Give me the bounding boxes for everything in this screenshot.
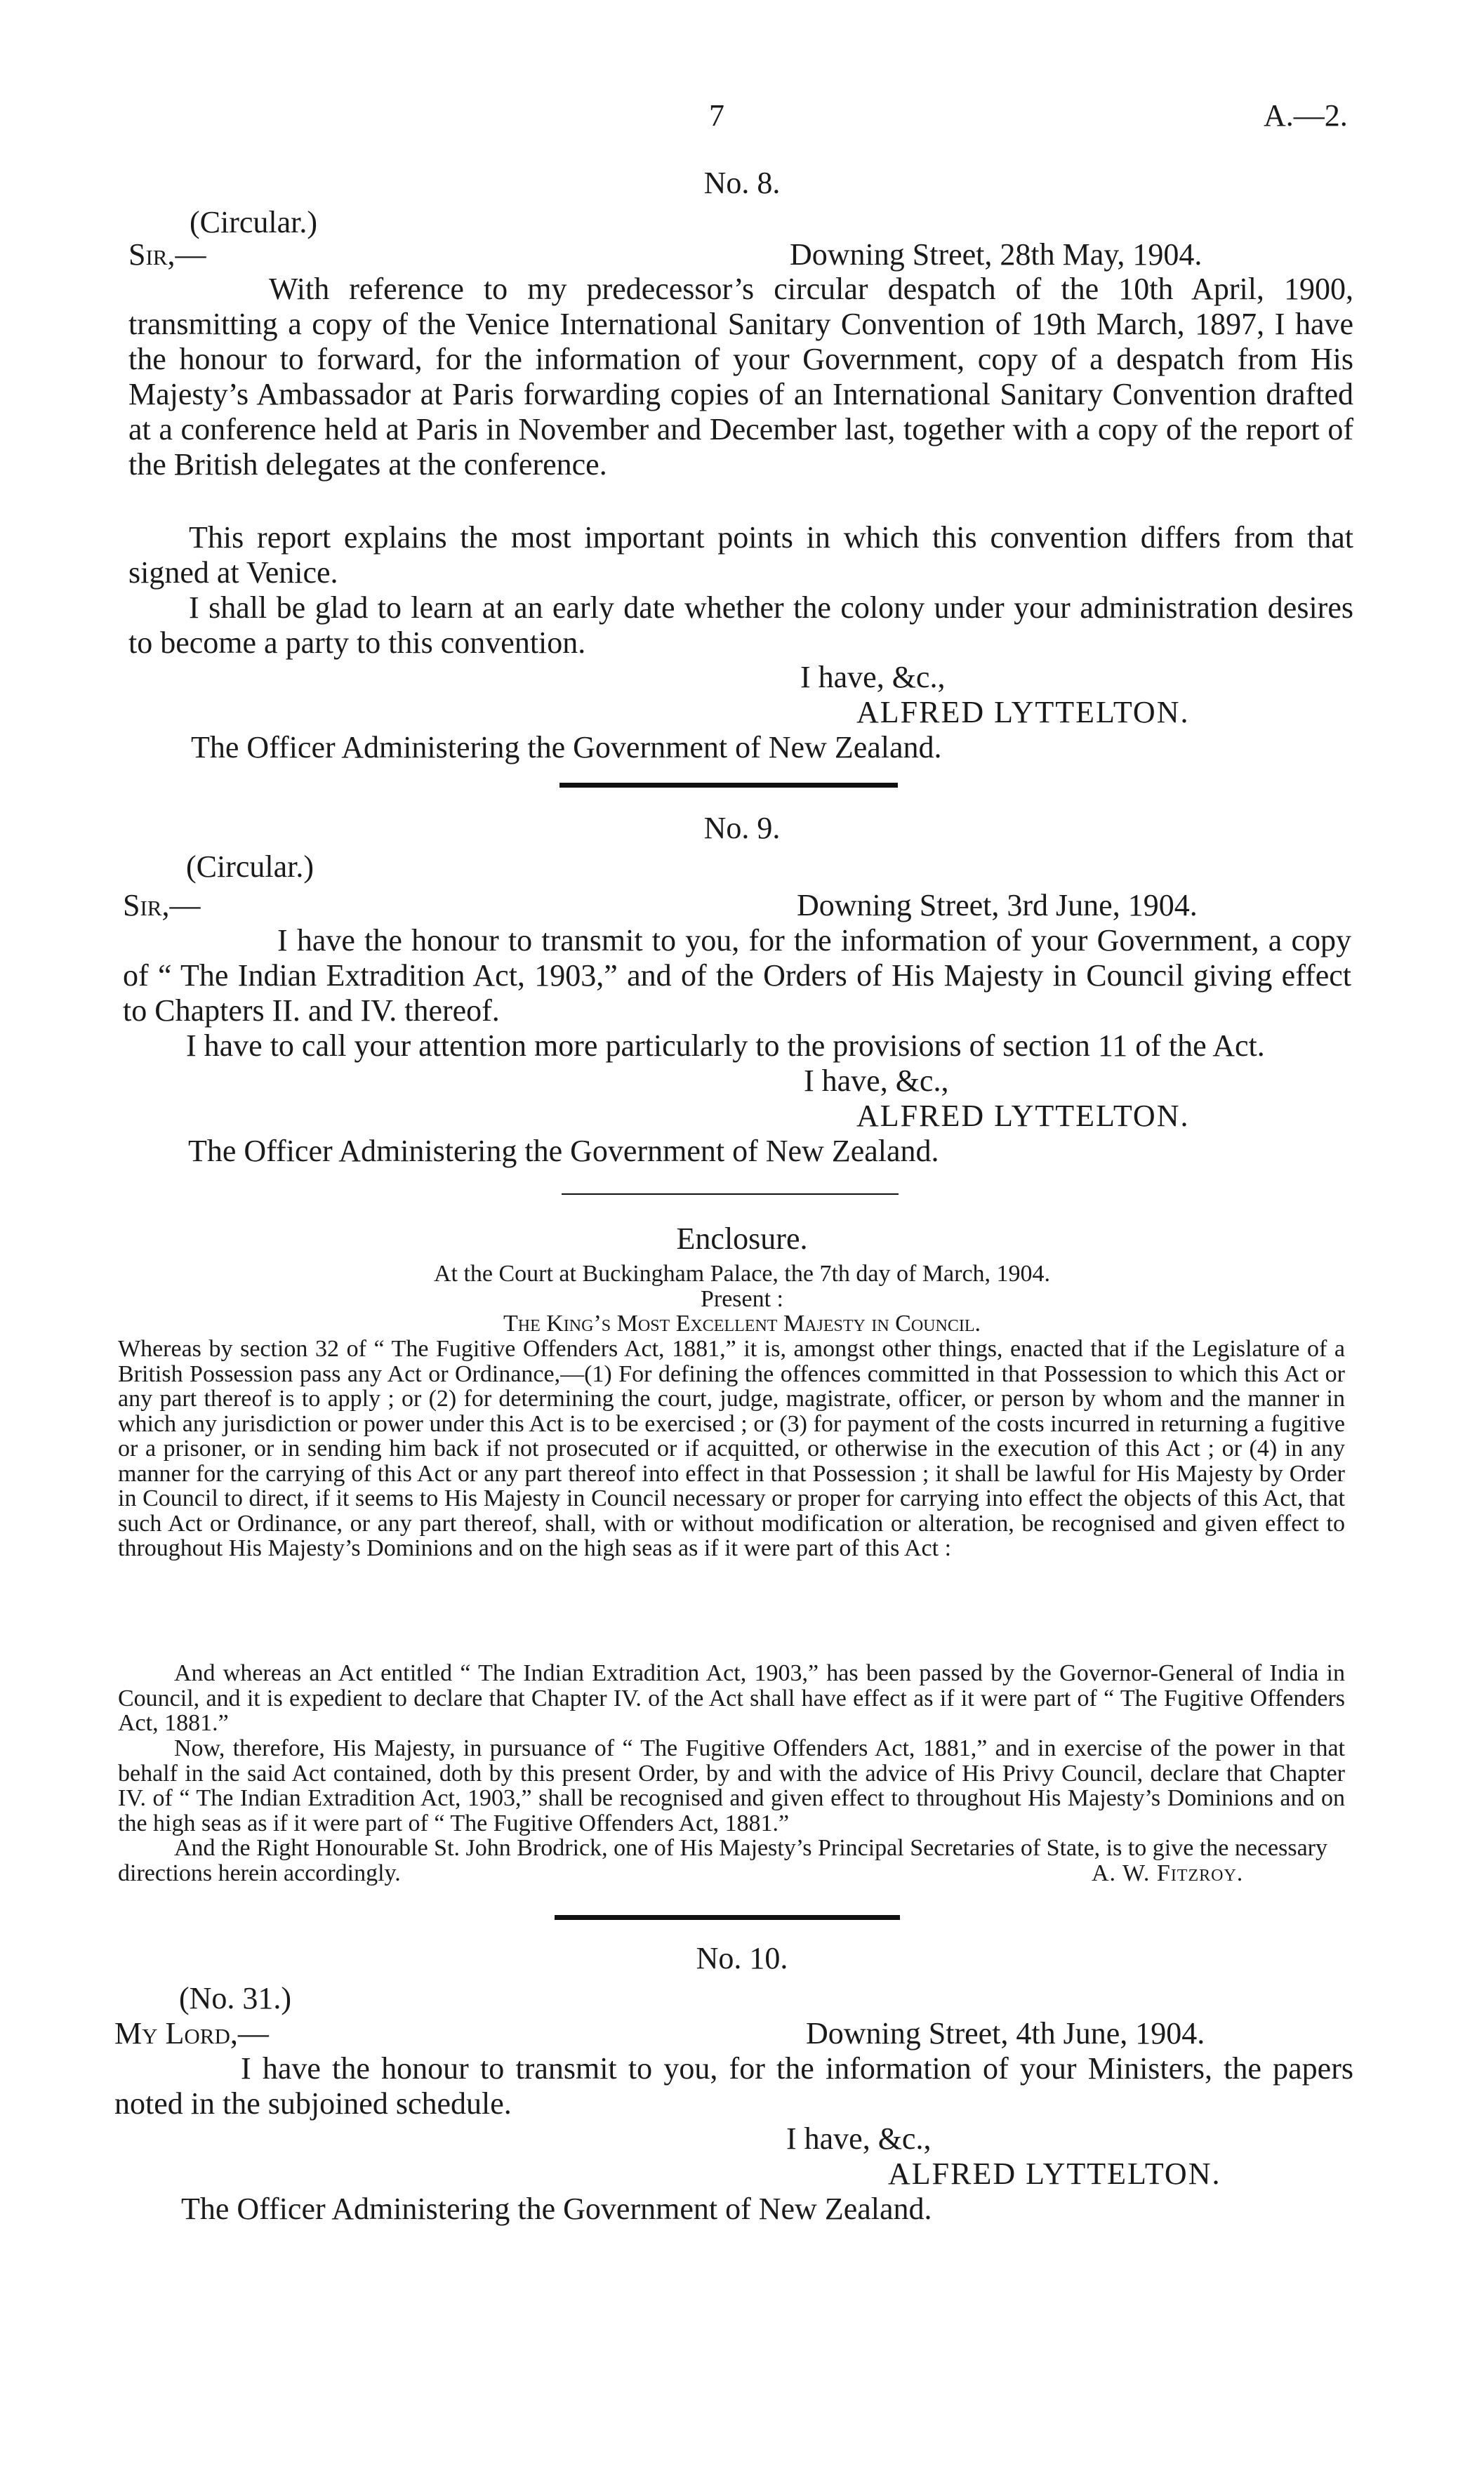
no10-number: No. 10. [696, 1941, 788, 1975]
section-divider [559, 783, 898, 788]
no8-paragraph-1: With reference to my predecessor’s circular despatch of the 10th April, 1900, transmitting a copy of the Venice International Sanitary Convention of 19th March, 1897, I have the honour to forward, for the information of your Government, copy of a despatch from His Majesty’s Ambassador at Paris forwarding copies of an International Sanitary Convention drafted at a conference held at Paris in November and December last, together with a copy of the report of the British delegates at the conference. [128, 272, 1353, 482]
no10-dateline: Downing Street, 4th June, 1904. [806, 2016, 1205, 2051]
no10-addressee: The Officer Administering the Government of New Zealand. [181, 2192, 932, 2226]
no8-number: No. 8. [703, 166, 781, 200]
no8-salutation: Sir,— [128, 237, 206, 272]
no9-salutation: Sir,— [123, 888, 201, 922]
no9-addressee: The Officer Administering the Government of New Zealand. [188, 1134, 939, 1168]
no9-number: No. 9. [703, 811, 781, 845]
no9-closing: I have, &c., [804, 1064, 949, 1098]
no10-closing: I have, &c., [786, 2121, 932, 2156]
no8-signature: ALFRED LYTTELTON. [856, 695, 1190, 729]
no8-dateline: Downing Street, 28th May, 1904. [790, 237, 1203, 272]
no10-signature: ALFRED LYTTELTON. [888, 2157, 1221, 2191]
enclosure-paragraph-2: And whereas an Act entitled “ The Indian Extradition Act, 1903,” has been passed by the Governor-General of India in Council, and it is expedient to declare that Chapter IV. of the Act shall have effect as if it were part of “ The Fugitive Offenders Act, 1881.” [118, 1660, 1345, 1736]
no9-paragraph-1: I have the honour to transmit to you, for the information of your Government, a copy of “ The Indian Extradition Act, 1903,” and of the Orders of His Majesty in Council giving effect to Chapters II. and IV. thereof. [123, 923, 1351, 1028]
no8-paragraph-2: This report explains the most important points in which this convention differs from that signed at Venice. [128, 520, 1353, 590]
enclosure-court: At the Court at Buckingham Palace, the 7th day of March, 1904. [433, 1261, 1051, 1287]
no10-ref: (No. 31.) [179, 1981, 292, 2015]
no9-dateline: Downing Street, 3rd June, 1904. [797, 888, 1198, 922]
enclosure-title: Enclosure. [676, 1221, 808, 1256]
enclosure-paragraph-3: Now, therefore, His Majesty, in pursuance of “ The Fugitive Offenders Act, 1881,” and in exercise of the power in that behalf in the said Act contained, doth by this present Order, by and with the advice of His Privy Council, declare that Chapter IV. of “ The Indian Extradition Act, 1903,” shall be recognised and given effect to throughout His Majesty’s Dominions and on the high seas as if it were part of “ The Fugitive Offenders Act, 1881.” [118, 1735, 1345, 1836]
no9-paragraph-2: I have to call your attention more particularly to the provisions of section 11 of the Act. [186, 1028, 1265, 1063]
page-number: 7 [709, 98, 724, 133]
no8-paragraph-3: I shall be glad to learn at an early date whether the colony under your administration desires to become a party to this convention. [128, 590, 1353, 660]
enclosure-present: Present : [700, 1286, 784, 1312]
enclosure-majesty: The King’s Most Excellent Majesty in Council. [503, 1311, 981, 1337]
no8-closing: I have, &c., [800, 660, 946, 694]
enclosure-divider [562, 1193, 899, 1195]
no10-salutation: My Lord,— [114, 2016, 269, 2051]
enclosure-paragraph-1: Whereas by section 32 of “ The Fugitive Offenders Act, 1881,” it is, amongst other things, enacted that if the Legislature of a British Possession pass any Act or Ordinance,—(1) For defining the offences committed in that Possession to which this Act or any part thereof is to apply ; or (2) for determining the court, judge, magistrate, officer, or person by whom and the manner in which any jurisdiction or power under this Act is to be exercised ; or (3) for payment of the costs incurred in returning a fugitive or a prisoner, or in sending him back if not prosecuted or if acquitted, or otherwise in the execution of this Act ; or (4) in any manner for the carrying of this Act or any part thereof into effect in that Possession ; it shall be lawful for His Majesty by Order in Council to direct, if it seems to His Majesty in Council necessary or proper for carrying into effect the objects of this Act, that such Act or Ordinance, or any part thereof, shall, with or without modification or alteration, be recognised and given effect to throughout His Majesty’s Dominions and on the high seas as if it were part of this Act : [118, 1336, 1345, 1561]
section-divider-2 [555, 1915, 900, 1920]
no9-signature: ALFRED LYTTELTON. [856, 1099, 1190, 1133]
no8-addressee: The Officer Administering the Government of New Zealand. [191, 730, 942, 764]
no8-circular: (Circular.) [190, 205, 318, 239]
document-reference: A.—2. [1264, 98, 1348, 133]
enclosure-signature: A. W. Fitzroy. [1092, 1860, 1244, 1886]
no10-paragraph-1: I have the honour to transmit to you, for the information of your Ministers, the papers noted in the subjoined schedule. [114, 2051, 1353, 2121]
enclosure-paragraph-4: And the Right Honourable St. John Brodrick, one of His Majesty’s Principal Secretaries of State, is to give the necessary directions herein accordingly. [118, 1835, 1328, 1886]
no9-circular: (Circular.) [186, 849, 314, 884]
